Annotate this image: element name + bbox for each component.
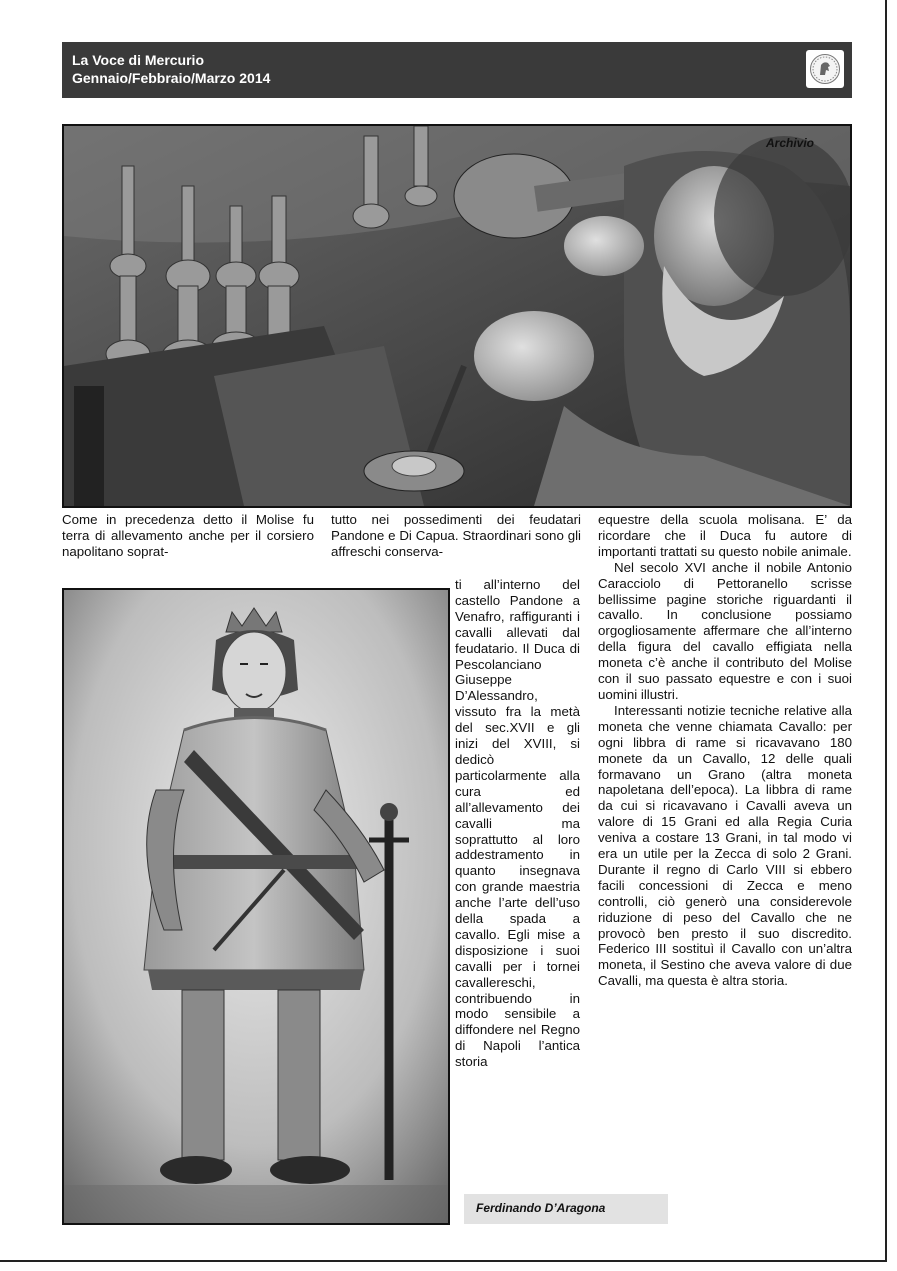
article-paragraph: equestre della scuola molisana. E’ da ricordare che il Duca fu autore di importanti trattati su questo nobile animale. [598, 512, 852, 559]
page-border-right [885, 0, 887, 1262]
article-column-2-top [331, 512, 581, 560]
article-paragraph: tutto nei possedimenti dei feudatari Pandone e Di Capua. Straordinari sono gli affreschi conserva- [331, 512, 581, 559]
photo-credit: Archivio [765, 136, 814, 150]
article-column-2-wrap [455, 577, 580, 1070]
publication-title: La Voce di Mercurio [72, 52, 204, 68]
issue-date: Gennaio/Febbraio/Marzo 2014 [72, 70, 271, 86]
king-portrait [62, 588, 450, 1225]
article-paragraph: ti all’interno del castello Pandone a Venafro, raffiguranti i cavalli allevati dal feudatario. Il Duca di Pescolanciano Giuseppe D’Alessandro, vissuto fra la metà del sec.XVII e gli inizi del XVIII, si dedicò particolarmente alla cura ed all’allevamento dei cavalli ma soprattutto al loro addestramento in quanto insegnava con grande maestria anche l’arte dell’uso della spada a cavallo. Egli mise a disposizione i suoi cavalli per i tornei cavallereschi, contribuendo in modo sensibile a diffondere nel Regno di Napoli l’antica storia [455, 577, 580, 1070]
engraver-photo [62, 124, 852, 508]
portrait-caption-box [464, 1194, 668, 1224]
portrait-caption: Ferdinando D’Aragona [476, 1201, 606, 1215]
article-column-1 [62, 512, 314, 560]
header-bar [62, 42, 852, 98]
page-border-bottom [0, 1260, 887, 1262]
article-paragraph: Interessanti notizie tecniche relative alla moneta che venne chiamata Cavallo: per ogni libbra di rame si ricavavano 180 monete da un Cavallo, 12 delle quali formavano un Grano (altra moneta napoletana dell’epoca). La libbra di rame da cui si ricavavano i Cavalli aveva un valore di 15 Grani ed alla Regia Curia veniva a costare 13 Grani, in tal modo vi era un utile per la Zecca di solo 2 Grani. Durante il regno di Carlo VIII si ebbero facili concessioni di Zecca e meno controlli, ciò generò una considerevole riduzione di peso del Cavallo che ne provocò ben presto il suo discredito. Federico III sostituì il Cavallo con un’altra moneta, il Sestino che aveva valore di due Cavalli, ma questa è altra storia. [598, 702, 852, 989]
coin-logo-icon [806, 50, 844, 88]
article-column-3 [598, 512, 852, 989]
article-paragraph: Come in precedenza detto il Molise fu terra di allevamento anche per il corsiero napolitano soprat- [62, 512, 314, 559]
article-paragraph: Nel secolo XVI anche il nobile Antonio Caracciolo di Pettoranello scrisse bellissime pagine storiche riguardanti il cavallo. In conclusione possiamo orgogliosamente affermare che all’interno della figura del cavallo effigiata nella moneta c’è anche il contributo del Molise con il suo passato equestre e con i suoi uomini illustri. [598, 559, 852, 702]
